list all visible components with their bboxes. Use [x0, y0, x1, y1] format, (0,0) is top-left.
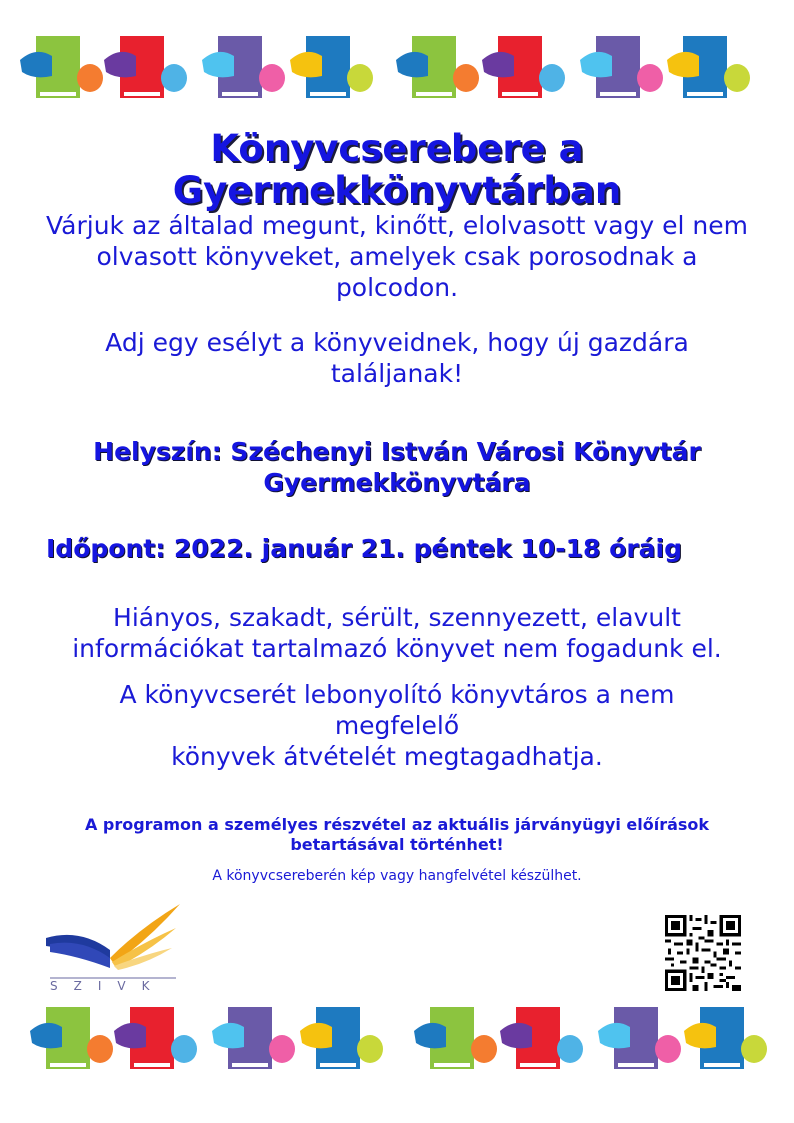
book-purple-icon: [210, 1003, 296, 1075]
book-blue-icon: [682, 1003, 768, 1075]
bottom-book-border: [0, 1003, 794, 1083]
book-green-icon: [28, 1003, 114, 1075]
szivk-logo: [40, 898, 185, 993]
location-text: Helyszín: Széchenyi István Városi Könyvtár Gyermekkönyvtára: [93, 437, 701, 497]
health-notice: A programon a személyes részvétel az aktuális járványügyi előírások betartásával történhet!: [84, 815, 710, 854]
book-purple-icon: [200, 32, 286, 104]
book-purple-icon: [578, 32, 664, 104]
rule-refusal-line2: könyvek átvételét megtagadhatja.: [171, 742, 603, 771]
book-blue-icon: [298, 1003, 384, 1075]
book-green-icon: [412, 1003, 498, 1075]
book-purple-icon: [596, 1003, 682, 1075]
book-blue-icon: [288, 32, 374, 104]
book-blue-icon: [665, 32, 751, 104]
intro-text: Várjuk az általad megunt, kinőtt, elolvasott vagy el nem olvasott könyveket, amelyek csak porosodnak a polcodon.: [45, 211, 748, 302]
photo-notice: A könyvcsereberén kép vagy hangfelvétel készülhet.: [212, 868, 582, 884]
top-book-border: [0, 32, 794, 112]
rule-refusal-line1: A könyvcserét lebonyolító könyvtáros a nem megfelelő: [119, 680, 675, 740]
book-red-icon: [102, 32, 188, 104]
qr-code: [665, 915, 741, 991]
rule-damaged-books: Hiányos, szakadt, sérült, szennyezett, elavult információkat tartalmazó könyvet nem fogadunk el.: [72, 603, 722, 663]
page-title: Könyvcserebere a Gyermekkönyvtárban: [172, 127, 622, 212]
book-red-icon: [480, 32, 566, 104]
book-green-icon: [18, 32, 104, 104]
appeal-text: Adj egy esélyt a könyveidnek, hogy új gazdára találjanak!: [105, 328, 689, 388]
logo-text: SZIVK: [50, 979, 166, 993]
book-red-icon: [112, 1003, 198, 1075]
book-green-icon: [394, 32, 480, 104]
book-red-icon: [498, 1003, 584, 1075]
time-text: Időpont: 2022. január 21. péntek 10-18 óráig: [46, 534, 682, 563]
